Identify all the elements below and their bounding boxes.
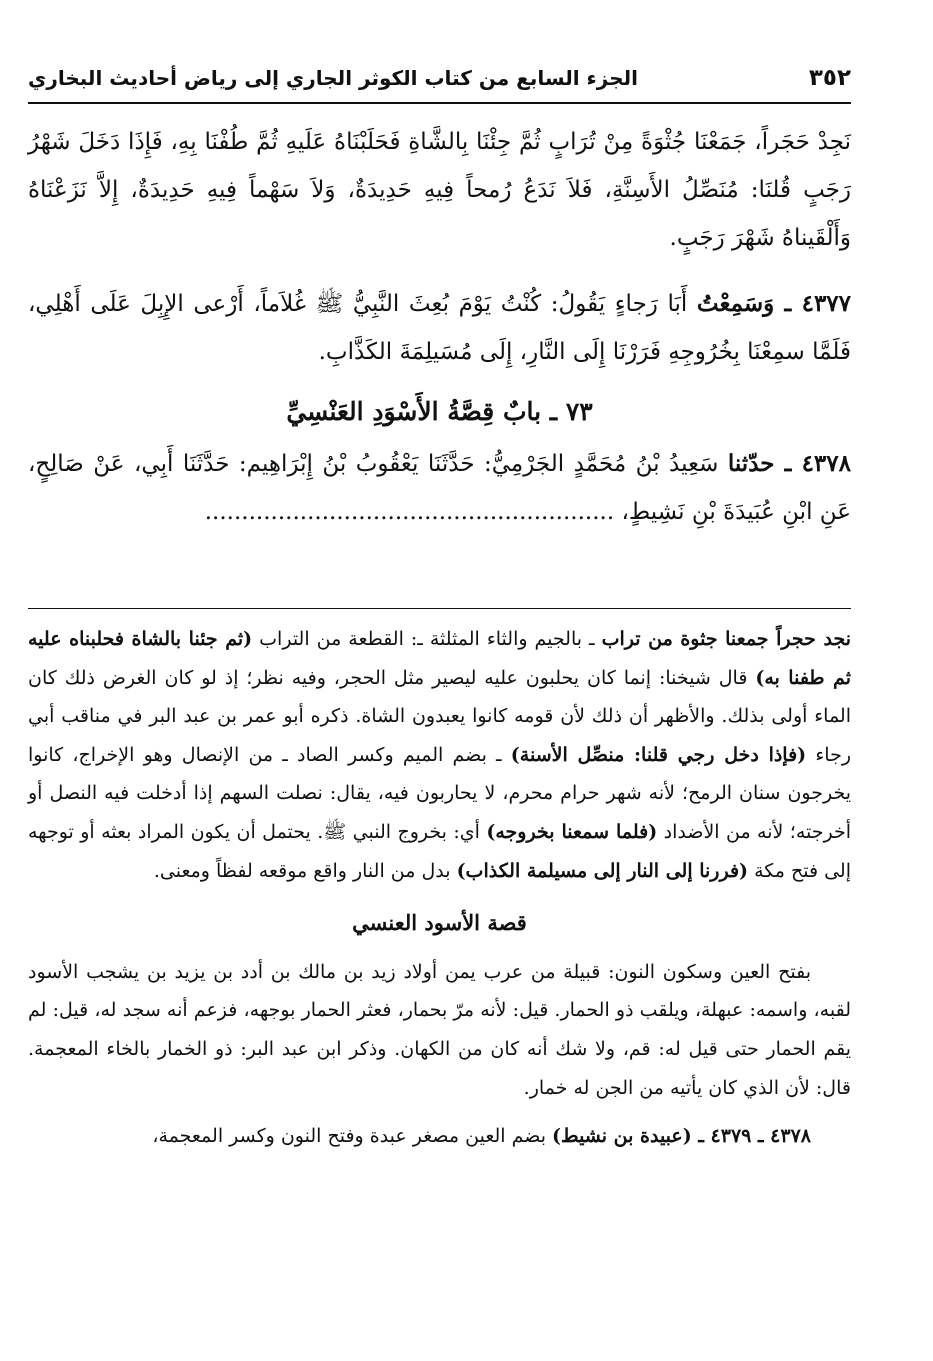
footnote-divider	[28, 608, 851, 609]
hadith-continuation-text: نَجِدْ حَجَراً، جَمَعْنَا جُثْوَةً مِنْ تُرَابٍ ثُمَّ جِئْنَا بِالشَّاةِ فَحَلَبْنَاهُ عَلَيهِ ثُمَّ طُفْنَا بِهِ، فَإِذَا دَخَلَ شَهْرُ رَجَبٍ قُلنَا: مُنَصِّلُ الأَسِنَّةِ، فَلاَ نَدَعُ رُمحاً فِيهِ حَدِيدَةٌ، وَلاَ سَهْماً فِيهِ حَدِيدَةٌ، إِلاَّ نَزَعْنَاهُ وَأَلْقَيناهُ شَهْرَ رَجَبٍ.	[28, 129, 851, 251]
hadith-4377-number: ٤٣٧٧ ـ وَسَمِعْتُ	[696, 290, 852, 317]
hadith-4378-number: ٤٣٧٨ ـ حدّثنا	[727, 450, 851, 477]
note-3-text: بضم العين مصغر عبدة وفتح النون وكسر المعجمة،	[152, 1125, 553, 1148]
note-1-lemma-4: (فلما سمعنا بخروجه)	[486, 820, 658, 843]
hadith-continuation	[28, 118, 851, 262]
chapter-title: ٧٣ ـ بابٌ قِصَّةُ الأَسْوَدِ العَنْسِيِّ	[286, 397, 593, 426]
note-1-lemma-2: (ثم جئنا بالشاة فحلبناه عليه ثم طفنا به)	[28, 628, 851, 689]
note-1-text-2: قال شيخنا: إنما كان يحلبون عليه ليصير مثل الحجر، وفيه نظر؛ إذ لو كان الغرض ذلك كان الماء أولى بذلك. والأظهر أن ذلك لأن قومه كانوا يعبدون الشاة. ذكره أبو عمر بن عبد البر في مناقب أبي رجاء	[28, 666, 851, 766]
note-3-number: ٤٣٧٨ ـ ٤٣٧٩ ـ	[691, 1125, 811, 1148]
commentary-subheading: قصة الأسود العنسي	[352, 910, 527, 936]
note-1-text-5: بدل من النار واقع موقعه لفظاً ومعنى.	[153, 859, 457, 882]
note-1-lemma-5: (فررنا إلى النار إلى مسيلمة الكذاب)	[456, 859, 749, 882]
note-1-lemma-1: نجد حجراً جمعنا جثوة من تراب	[601, 628, 851, 650]
hadith-4377-text: أَبَا رَجاءٍ يَقُولُ: كُنْتُ يَوْمَ بُعِثَ النَّبِيُّ ﷺ غُلاَماً، أَرْعى الإِبِلَ عَلَى أَهْلِي، فَلَمَّا سمِعْنَا بِخُرُوجِهِ فَرَرْنَا إِلَى النَّارِ، إِلَى مُسَيلِمَةَ الكَذَّابِ.	[28, 291, 851, 365]
note-1-text-4: أي: بخروج النبي ﷺ. يحتمل أن يكون المراد بعثه أو توجهه إلى فتح مكة	[28, 820, 851, 882]
note-1-text-1: ـ بالجيم والثاء المثلثة ـ: القطعة من التراب	[252, 628, 602, 650]
commentary	[28, 620, 851, 1156]
note-1-text-3: ـ بضم الميم وكسر الصاد ـ من الإنصال وهو الإخراج، كانوا يخرجون سنان الرمح؛ لأنه شهر حرام محرم، لا يحاربون فيه، يقال: نصلت السهم إذا أدخلت فيه النصل أو أخرجته؛ لأنه من الأضداد	[28, 743, 851, 843]
commentary-note-2: بفتح العين وسكون النون: قبيلة من عرب يمن أولاد زيد بن مالك بن أدد بن يزيد بن يشجب الأسود لقبه، واسمه: عبهلة، ويلقب ذو الحمار. قيل: لأنه مرّ بحمار، فعثر الحمار بوجهه، فزعم أنه سجد له، قيل: لم يقم الحمار حتى قيل له: قم، ولا شك أنه كان من الكهان. وذكر ابن عبد البر: ذو الخمار بالخاء المعجمة. قال: لأن الذي كان يأتيه من الجن له خمار.	[28, 960, 851, 1099]
note-1-lemma-3: (فإذا دخل رجي قلنا: منصِّل الأسنة)	[510, 743, 807, 766]
hadith-4377	[28, 280, 851, 376]
hadith-4378	[28, 440, 851, 536]
continuation-dots: ........................................................	[204, 499, 615, 525]
commentary-note-1	[28, 620, 851, 890]
hadith-4378-text: سَعِيدُ بْنُ مُحَمَّدٍ الجَرْمِيُّ: حَدَّثَنَا يَعْقُوبُ بْنُ إِبْرَاهِيم: حَدَّثَنَا أَبِي، عَنْ صَالِحٍ، عَنِ ابْنِ عُبَيدَةَ بْنِ نَشِيطٍ،	[28, 451, 851, 525]
header-divider	[28, 102, 851, 104]
paragraph-gap	[28, 1107, 851, 1117]
running-title: الجزء السابع من كتاب الكوثر الجاري إلى رياض أحاديث البخاري	[28, 66, 638, 90]
main-text	[28, 118, 851, 536]
commentary-note-3	[28, 1117, 851, 1156]
page-number: ٣٥٢	[808, 65, 851, 91]
note-3-lemma: (عبيدة بن نشيط)	[552, 1125, 692, 1148]
paragraph-gap	[28, 262, 851, 280]
page-header	[28, 58, 851, 98]
